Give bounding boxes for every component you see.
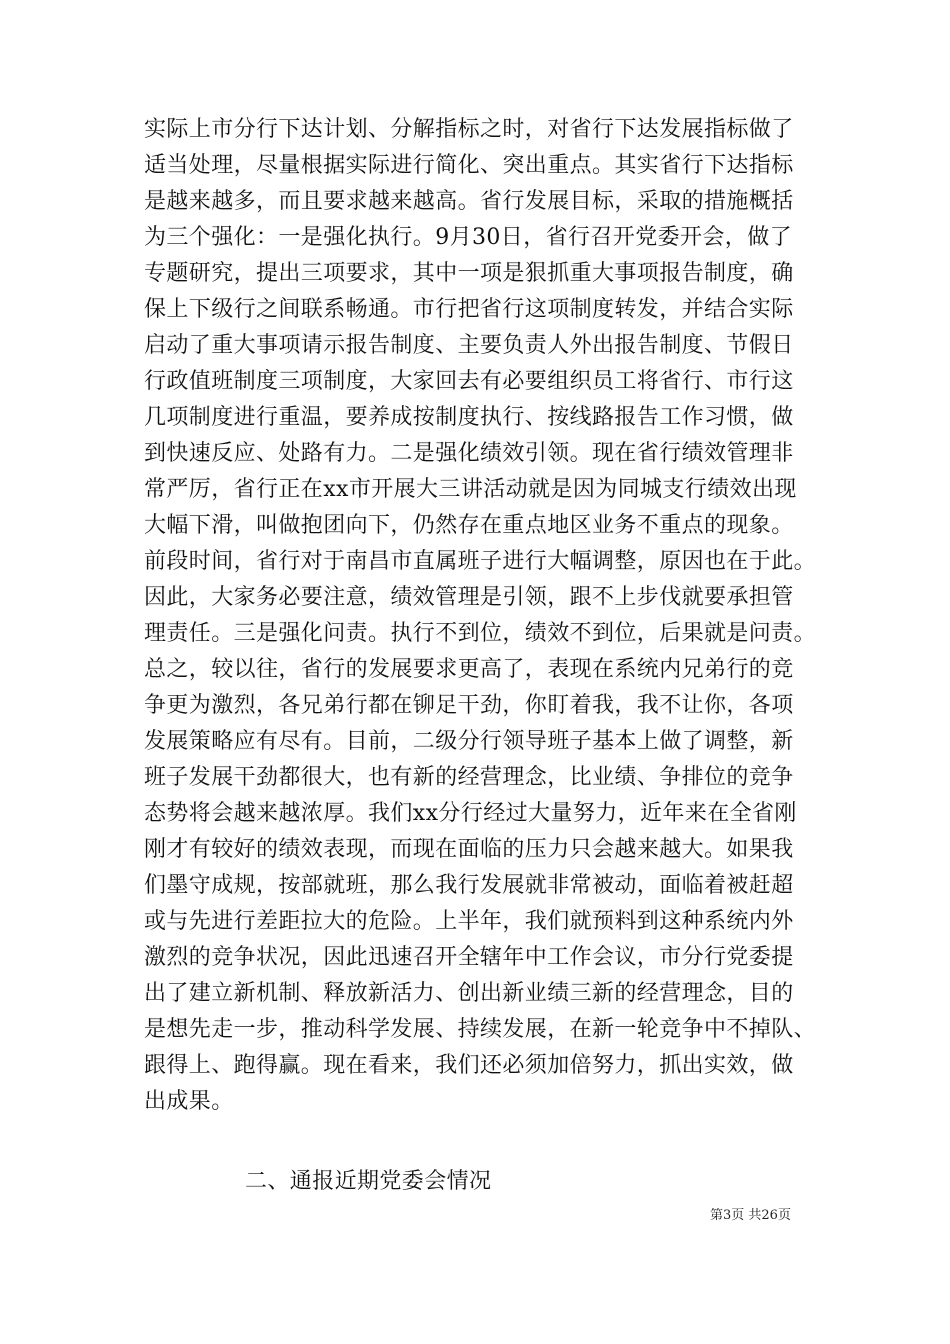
paragraph-line: 班子发展干劲都很大，也有新的经营理念，比业绩、争排位的竞争 bbox=[144, 765, 794, 790]
paragraph-line: 保上下级行之间联系畅通。市行把省行这项制度转发，并结合实际 bbox=[144, 297, 794, 322]
paragraph-line: 因此，大家务必要注意，绩效管理是引领，跟不上步伐就要承担管 bbox=[144, 585, 794, 610]
paragraph-line: 到快速反应、处路有力。二是强化绩效引领。现在省行绩效管理非 bbox=[144, 441, 794, 466]
paragraph-line: 出了建立新机制、释放新活力、创出新业绩三新的经营理念，目的 bbox=[144, 981, 794, 1006]
paragraph-line: 理责任。三是强化问责。执行不到位，绩效不到位，后果就是问责。 bbox=[144, 621, 817, 646]
paragraph-line: 总之，较以往，省行的发展要求更高了，表现在系统内兄弟行的竞 bbox=[144, 657, 794, 682]
paragraph-line: 是越来越多，而且要求越来越高。省行发展目标，采取的措施概括 bbox=[144, 189, 794, 214]
paragraph-line: 实际上市分行下达计划、分解指标之时，对省行下达发展指标做了 bbox=[144, 117, 794, 142]
paragraph-line: 为三个强化：一是强化执行。9月30日，省行召开党委开会，做了 bbox=[144, 225, 792, 250]
paragraph-line: 前段时间，省行对于南昌市直属班子进行大幅调整，原因也在于此。 bbox=[144, 549, 817, 574]
paragraph-line: 适当处理，尽量根据实际进行简化、突出重点。其实省行下达指标 bbox=[144, 153, 794, 178]
paragraph-line: 几项制度进行重温，要养成按制度执行、按线路报告工作习惯，做 bbox=[144, 405, 794, 430]
paragraph-line: 或与先进行差距拉大的危险。上半年，我们就预料到这种系统内外 bbox=[144, 909, 794, 934]
paragraph-line: 发展策略应有尽有。目前，二级分行领导班子基本上做了调整，新 bbox=[144, 729, 794, 754]
paragraph-line: 是想先走一步，推动科学发展、持续发展，在新一轮竞争中不掉队、 bbox=[144, 1017, 817, 1042]
paragraph-line: 刚才有较好的绩效表现，而现在面临的压力只会越来越大。如果我 bbox=[144, 837, 794, 862]
paragraph-line: 专题研究，提出三项要求，其中一项是狠抓重大事项报告制度，确 bbox=[144, 261, 794, 286]
paragraph-line: 激烈的竞争状况，因此迅速召开全辖年中工作会议，市分行党委提 bbox=[144, 945, 794, 970]
paragraph-line: 们墨守成规，按部就班，那么我行发展就非常被动，面临着被赶超 bbox=[144, 873, 794, 898]
paragraph-line: 大幅下滑，叫做抱团向下，仍然存在重点地区业务不重点的现象。 bbox=[144, 513, 794, 538]
paragraph-line: 出成果。 bbox=[144, 1089, 234, 1114]
paragraph-line: 争更为激烈，各兄弟行都在铆足干劲，你盯着我，我不让你，各项 bbox=[144, 693, 794, 718]
paragraph-line: 跟得上、跑得赢。现在看来，我们还必须加倍努力，抓出实效，做 bbox=[144, 1053, 794, 1078]
page-number-footer: 第3页 共26页 bbox=[710, 1208, 791, 1223]
paragraph-line: 启动了重大事项请示报告制度、主要负责人外出报告制度、节假日 bbox=[144, 333, 794, 358]
section-heading: 二、通报近期党委会情况 bbox=[245, 1169, 492, 1194]
paragraph-line: 行政值班制度三项制度，大家回去有必要组织员工将省行、市行这 bbox=[144, 369, 794, 394]
paragraph-line: 常严厉，省行正在xx市开展大三讲活动就是因为同城支行绩效出现 bbox=[144, 477, 797, 502]
paragraph-line: 态势将会越来越浓厚。我们xx分行经过大量努力，近年来在全省刚 bbox=[144, 801, 797, 826]
body-paragraph bbox=[144, 112, 820, 1120]
